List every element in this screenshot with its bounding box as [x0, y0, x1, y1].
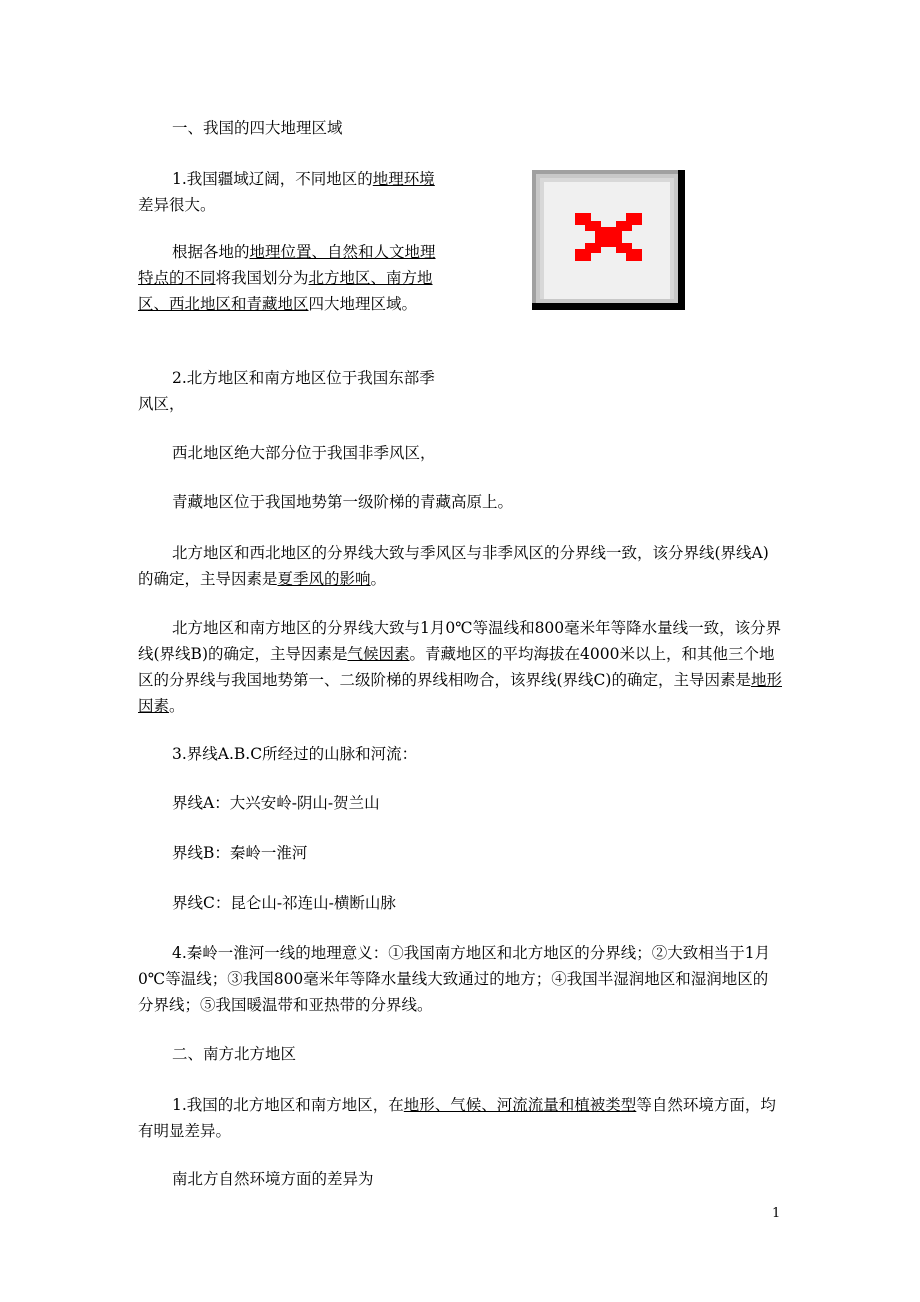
section-heading-1: 一、我国的四大地理区域: [172, 119, 343, 137]
section-heading-2: 二、南方北方地区: [172, 1045, 297, 1063]
paragraph-4: 西北地区绝大部分位于我国非季风区，: [172, 444, 436, 462]
paragraph-7: 北方地区和南方地区的分界线大致与1月0℃等温线和800毫米年等降水量线一致，该分界线(界线B)的确定，主导因素是气候因素。青藏地区的平均海拔在4000米以上，和其他三个地区的分界线与我国地势第一、二级阶梯的界线相吻合，该界线(界线C)的确定，主导因素是地形因素。: [138, 619, 782, 715]
boundary-a-line: 界线A：大兴安岭-阴山-贺兰山: [172, 794, 380, 812]
paragraph-6: 北方地区和西北地区的分界线大致与季风区与非季风区的分界线一致，该分界线(界线A)的确定，主导因素是夏季风的影响。: [138, 544, 769, 588]
paragraph-2: 根据各地的地理位置、自然和人文地理特点的不同将我国划分为北方地区、南方地区、西北地区和青藏地区四大地理区域。: [138, 243, 436, 313]
paragraph-8: 3.界线A.B.C所经过的山脉和河流：: [172, 745, 418, 763]
boundary-b-line: 界线B：秦岭一淮河: [172, 844, 308, 862]
boundary-c-line: 界线C：昆仑山-祁连山-横断山脉: [172, 894, 396, 912]
broken-image-icon: [532, 170, 685, 310]
paragraph-11: 南北方自然环境方面的差异为: [172, 1170, 374, 1188]
paragraph-10: 1.我国的北方地区和南方地区，在地形、气候、河流流量和植被类型等自然环境方面，均有明显差异。: [138, 1096, 776, 1140]
paragraph-5: 青藏地区位于我国地势第一级阶梯的青藏高原上。: [172, 493, 514, 511]
page-number: 1: [772, 1206, 781, 1221]
paragraph-9: 4.秦岭一淮河一线的地理意义：①我国南方地区和北方地区的分界线；②大致相当于1月0℃等温线；③我国800毫米年等降水量线大致通过的地方；④我国半湿润地区和湿润地区的分界线；⑤我国暖温带和亚热带的分界线。: [138, 944, 771, 1014]
paragraph-3: 2.北方地区和南方地区位于我国东部季风区，: [138, 369, 435, 413]
paragraph-1: 1.我国疆域辽阔，不同地区的地理环境差异很大。: [138, 170, 435, 214]
